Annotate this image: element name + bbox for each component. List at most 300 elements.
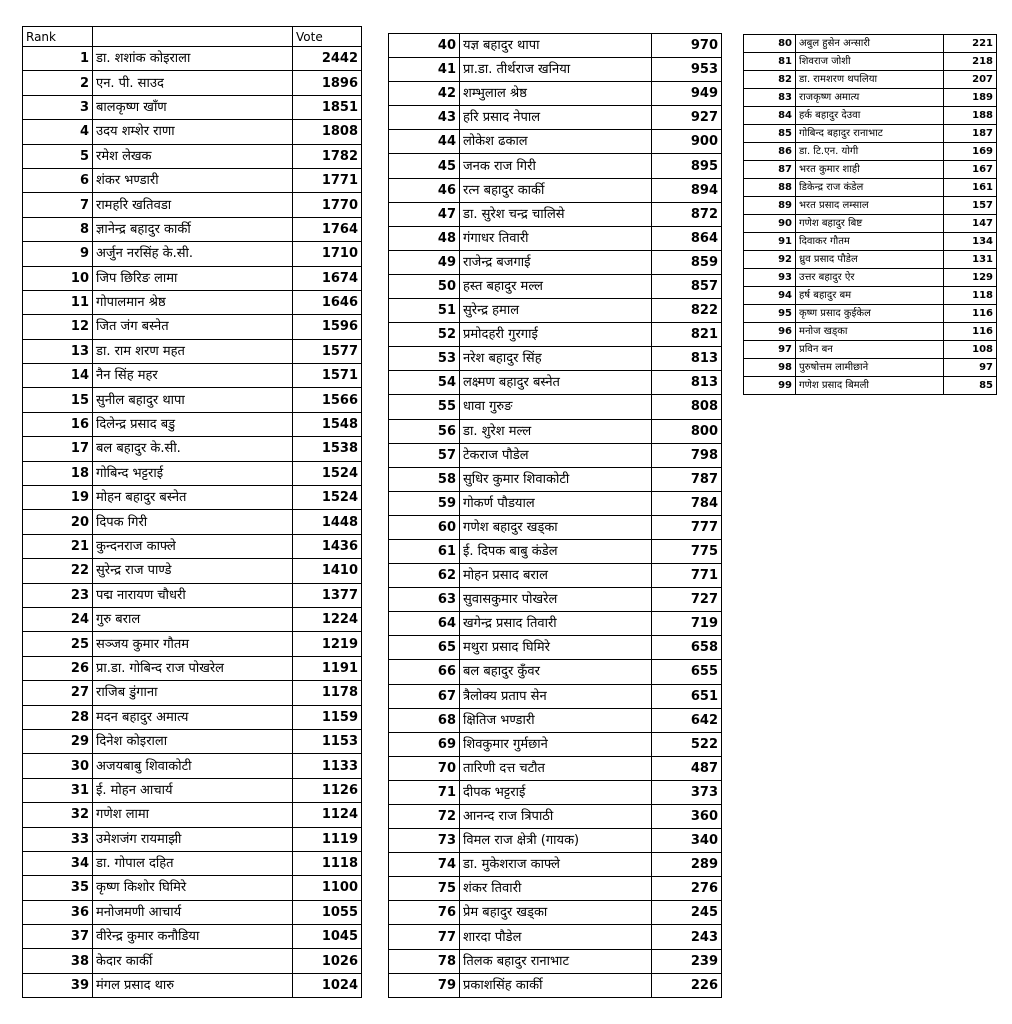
table-row (744, 377, 997, 395)
vote-count-cell: 2442 (293, 47, 362, 71)
table-row (744, 341, 997, 359)
candidate-name-cell: जित जंग बस्नेत (93, 315, 293, 339)
candidate-name-cell: शारदा पौडेल (460, 925, 652, 949)
candidate-name-cell: हरि प्रसाद नेपाल (460, 106, 652, 130)
table-row (389, 395, 722, 419)
rank-cell: 99 (744, 377, 796, 395)
vote-count-cell: 949 (652, 82, 722, 106)
candidate-name-cell: हस्त बहादुर मल्ल (460, 274, 652, 298)
vote-count-cell: 1448 (293, 510, 362, 534)
vote-count-cell: 1224 (293, 607, 362, 631)
table-row (389, 877, 722, 901)
table-row (23, 949, 362, 973)
table-row (389, 130, 722, 154)
vote-count-cell: 655 (652, 660, 722, 684)
candidate-name-cell: बल बहादुर कुँवर (460, 660, 652, 684)
rank-cell: 51 (389, 299, 460, 323)
vote-count-cell: 808 (652, 395, 722, 419)
table-row (389, 419, 722, 443)
vote-count-cell: 207 (944, 71, 997, 89)
vote-count-cell: 189 (944, 89, 997, 107)
rank-cell: 87 (744, 161, 796, 179)
candidate-name-cell: ई. मोहन आचार्य (93, 778, 293, 802)
vote-count-cell: 859 (652, 250, 722, 274)
rank-cell: 88 (744, 179, 796, 197)
candidate-name-cell: डा. मुकेशराज काफ्ले (460, 853, 652, 877)
vote-count-cell: 1851 (293, 95, 362, 119)
table-row (23, 925, 362, 949)
table-row (23, 729, 362, 753)
vote-count-cell: 221 (944, 35, 997, 53)
candidate-name-cell: केदार कार्की (93, 949, 293, 973)
rank-cell: 83 (744, 89, 796, 107)
rank-cell: 94 (744, 287, 796, 305)
table-row (389, 732, 722, 756)
vote-count-cell: 784 (652, 491, 722, 515)
table-row (23, 364, 362, 388)
rank-cell: 75 (389, 877, 460, 901)
candidate-name-cell: प्रमोदहरी गुरगाई (460, 323, 652, 347)
table-row (744, 53, 997, 71)
vote-count-cell: 775 (652, 539, 722, 563)
vote-count-cell: 340 (652, 829, 722, 853)
candidate-name-cell: मंगल प्रसाद थारु (93, 973, 293, 997)
candidate-name-cell: ई. दिपक बाबु कंडेल (460, 539, 652, 563)
table-row (744, 125, 997, 143)
candidate-name-cell: कृष्ण प्रसाद कुईकेल (796, 305, 944, 323)
vote-count-cell: 777 (652, 515, 722, 539)
candidate-name-cell: खगेन्द्र प्रसाद तिवारी (460, 612, 652, 636)
vote-count-cell: 245 (652, 901, 722, 925)
rank-cell: 29 (23, 729, 93, 753)
table-row (389, 467, 722, 491)
rank-cell: 26 (23, 656, 93, 680)
vote-count-cell: 360 (652, 805, 722, 829)
rank-cell: 67 (389, 684, 460, 708)
rank-cell: 3 (23, 95, 93, 119)
rank-cell: 17 (23, 437, 93, 461)
candidate-name-cell: भरत कुमार शाही (796, 161, 944, 179)
rank-cell: 47 (389, 202, 460, 226)
name-header (93, 27, 293, 47)
table-row (389, 949, 722, 973)
table-row (744, 215, 997, 233)
table-row (23, 559, 362, 583)
rank-cell: 63 (389, 588, 460, 612)
rank-cell: 86 (744, 143, 796, 161)
candidate-name-cell: उत्तर बहादुर ऐर (796, 269, 944, 287)
candidate-name-cell: गंगाधर तिवारी (460, 226, 652, 250)
table-row (389, 82, 722, 106)
candidate-name-cell: रमेश लेखक (93, 144, 293, 168)
vote-count-cell: 373 (652, 780, 722, 804)
candidate-name-cell: राजकृष्ण अमात्य (796, 89, 944, 107)
rank-cell: 27 (23, 681, 93, 705)
candidate-name-cell: अर्जुन नरसिंह के.सी. (93, 242, 293, 266)
vote-count-cell: 864 (652, 226, 722, 250)
table-row (23, 632, 362, 656)
candidate-name-cell: त्रैलोक्य प्रताप सेन (460, 684, 652, 708)
table-row (23, 900, 362, 924)
rank-cell: 36 (23, 900, 93, 924)
vote-count-cell: 970 (652, 34, 722, 58)
vote-count-cell: 857 (652, 274, 722, 298)
candidate-name-cell: गोबिन्द बहादुर रानाभाट (796, 125, 944, 143)
vote-count-cell: 727 (652, 588, 722, 612)
table-header-row (23, 27, 362, 47)
candidate-name-cell: डा. रामशरण थपलिया (796, 71, 944, 89)
vote-table-2 (388, 33, 722, 998)
vote-count-cell: 1524 (293, 461, 362, 485)
rank-cell: 13 (23, 339, 93, 363)
table-row (23, 242, 362, 266)
rank-cell: 33 (23, 827, 93, 851)
candidate-name-cell: मोहन बहादुर बस्नेत (93, 486, 293, 510)
table-row (23, 803, 362, 827)
vote-count-cell: 289 (652, 853, 722, 877)
candidate-name-cell: गोपालमान श्रेष्ठ (93, 290, 293, 314)
table-row (389, 299, 722, 323)
table-row (389, 973, 722, 997)
vote-count-cell: 813 (652, 347, 722, 371)
candidate-name-cell: शंकर तिवारी (460, 877, 652, 901)
vote-count-cell: 1191 (293, 656, 362, 680)
candidate-name-cell: डा. सुरेश चन्द्र चालिसे (460, 202, 652, 226)
candidate-name-cell: गणेश लामा (93, 803, 293, 827)
candidate-name-cell: बल बहादुर के.सी. (93, 437, 293, 461)
candidate-name-cell: उमेशजंग रायमाझी (93, 827, 293, 851)
candidate-name-cell: कृष्ण किशोर घिमिरे (93, 876, 293, 900)
vote-count-cell: 642 (652, 708, 722, 732)
candidate-name-cell: भरत प्रसाद लम्साल (796, 197, 944, 215)
rank-cell: 11 (23, 290, 93, 314)
rank-cell: 42 (389, 82, 460, 106)
table-row (389, 226, 722, 250)
rank-cell: 69 (389, 732, 460, 756)
rank-cell: 92 (744, 251, 796, 269)
rank-cell: 98 (744, 359, 796, 377)
candidate-name-cell: दिपक गिरी (93, 510, 293, 534)
candidate-name-cell: कुन्दनराज काफ्ले (93, 534, 293, 558)
candidate-name-cell: शिवराज जोशी (796, 53, 944, 71)
candidate-name-cell: बालकृष्ण खाँण (93, 95, 293, 119)
rank-cell: 97 (744, 341, 796, 359)
table-row (744, 269, 997, 287)
vote-count-cell: 161 (944, 179, 997, 197)
rank-cell: 65 (389, 636, 460, 660)
rank-cell: 39 (23, 973, 93, 997)
table-row (23, 534, 362, 558)
vote-count-cell: 1124 (293, 803, 362, 827)
vote-count-cell: 821 (652, 323, 722, 347)
vote-count-cell: 522 (652, 732, 722, 756)
table-row (23, 851, 362, 875)
rank-cell: 21 (23, 534, 93, 558)
candidate-name-cell: जनक राज गिरी (460, 154, 652, 178)
vote-table-3 (743, 34, 997, 395)
vote-count-cell: 1674 (293, 266, 362, 290)
table-row (23, 47, 362, 71)
rank-cell: 8 (23, 217, 93, 241)
rank-cell: 89 (744, 197, 796, 215)
vote-count-cell: 134 (944, 233, 997, 251)
candidate-name-cell: उदय शम्शेर राणा (93, 120, 293, 144)
table-row (23, 266, 362, 290)
rank-cell: 52 (389, 323, 460, 347)
table-row (23, 607, 362, 631)
vote-count-cell: 658 (652, 636, 722, 660)
rank-cell: 62 (389, 564, 460, 588)
table-row (389, 612, 722, 636)
candidate-name-cell: गोकर्ण पौडयाल (460, 491, 652, 515)
table-row (744, 287, 997, 305)
candidate-name-cell: प्रकाशसिंह कार्की (460, 973, 652, 997)
vote-count-cell: 900 (652, 130, 722, 154)
table-row (389, 274, 722, 298)
candidate-name-cell: प्रा.डा. गोबिन्द राज पोखरेल (93, 656, 293, 680)
candidate-name-cell: तिलक बहादुर रानाभाट (460, 949, 652, 973)
rank-cell: 80 (744, 35, 796, 53)
vote-count-cell: 1024 (293, 973, 362, 997)
rank-cell: 7 (23, 193, 93, 217)
table-row (23, 217, 362, 241)
rank-cell: 45 (389, 154, 460, 178)
candidate-name-cell: सुनील बहादुर थापा (93, 388, 293, 412)
rank-cell: 35 (23, 876, 93, 900)
table-row (23, 827, 362, 851)
table-row (23, 412, 362, 436)
table-row (389, 660, 722, 684)
table-row (744, 35, 997, 53)
rank-cell: 56 (389, 419, 460, 443)
table-row (744, 323, 997, 341)
table-row (23, 778, 362, 802)
vote-count-cell: 116 (944, 323, 997, 341)
vote-count-cell: 1153 (293, 729, 362, 753)
vote-count-cell: 1571 (293, 364, 362, 388)
rank-cell: 31 (23, 778, 93, 802)
vote-count-cell: 188 (944, 107, 997, 125)
rank-cell: 55 (389, 395, 460, 419)
candidate-name-cell: दीपक भट्टराई (460, 780, 652, 804)
vote-count-cell: 108 (944, 341, 997, 359)
vote-count-cell: 1710 (293, 242, 362, 266)
vote-count-cell: 1566 (293, 388, 362, 412)
rank-cell: 54 (389, 371, 460, 395)
vote-count-cell: 1596 (293, 315, 362, 339)
table-row (389, 925, 722, 949)
table-row (23, 144, 362, 168)
candidate-name-cell: राजिब डुंगाना (93, 681, 293, 705)
rank-cell: 60 (389, 515, 460, 539)
candidate-name-cell: क्षितिज भण्डारी (460, 708, 652, 732)
table-row (389, 154, 722, 178)
table-row (23, 876, 362, 900)
vote-count-cell: 1436 (293, 534, 362, 558)
candidate-name-cell: धावा गुरुङ (460, 395, 652, 419)
vote-count-cell: 1782 (293, 144, 362, 168)
vote-count-cell: 1770 (293, 193, 362, 217)
vote-count-cell: 129 (944, 269, 997, 287)
table-row (23, 510, 362, 534)
table-row (23, 388, 362, 412)
vote-count-cell: 800 (652, 419, 722, 443)
vote-count-cell: 1410 (293, 559, 362, 583)
table-row (23, 754, 362, 778)
vote-count-cell: 276 (652, 877, 722, 901)
vote-count-cell: 243 (652, 925, 722, 949)
rank-cell: 14 (23, 364, 93, 388)
rank-cell: 68 (389, 708, 460, 732)
rank-cell: 57 (389, 443, 460, 467)
vote-count-cell: 1055 (293, 900, 362, 924)
rank-cell: 30 (23, 754, 93, 778)
rank-cell: 40 (389, 34, 460, 58)
vote-count-cell: 1219 (293, 632, 362, 656)
table-row (23, 71, 362, 95)
table-row (389, 564, 722, 588)
candidate-name-cell: रामहरि खतिवडा (93, 193, 293, 217)
candidate-name-cell: टेकराज पौडेल (460, 443, 652, 467)
rank-cell: 66 (389, 660, 460, 684)
candidate-name-cell: वीरेन्द्र कुमार कनौडिया (93, 925, 293, 949)
candidate-name-cell: प्रेम बहादुर खड्का (460, 901, 652, 925)
rank-cell: 58 (389, 467, 460, 491)
candidate-name-cell: शिवकुमार गुर्मछाने (460, 732, 652, 756)
vote-count-cell: 1133 (293, 754, 362, 778)
rank-header: Rank (23, 27, 93, 47)
rank-cell: 16 (23, 412, 93, 436)
rank-cell: 82 (744, 71, 796, 89)
rank-cell: 49 (389, 250, 460, 274)
candidate-name-cell: मथुरा प्रसाद घिमिरे (460, 636, 652, 660)
vote-count-cell: 157 (944, 197, 997, 215)
candidate-name-cell: रत्न बहादुर कार्की (460, 178, 652, 202)
table-row (744, 359, 997, 377)
rank-cell: 78 (389, 949, 460, 973)
vote-count-cell: 218 (944, 53, 997, 71)
candidate-name-cell: लोकेश ढकाल (460, 130, 652, 154)
table-row (23, 486, 362, 510)
table-row (389, 636, 722, 660)
vote-count-cell: 131 (944, 251, 997, 269)
candidate-name-cell: मोहन प्रसाद बराल (460, 564, 652, 588)
rank-cell: 34 (23, 851, 93, 875)
candidate-name-cell: डा. गोपाल दहित (93, 851, 293, 875)
rank-cell: 20 (23, 510, 93, 534)
rank-cell: 76 (389, 901, 460, 925)
table-row (389, 708, 722, 732)
rank-cell: 84 (744, 107, 796, 125)
table-row (389, 829, 722, 853)
table-row (389, 250, 722, 274)
rank-cell: 50 (389, 274, 460, 298)
candidate-name-cell: तारिणी दत्त चटौत (460, 756, 652, 780)
vote-count-cell: 822 (652, 299, 722, 323)
table-row (23, 120, 362, 144)
rank-cell: 93 (744, 269, 796, 287)
vote-count-cell: 226 (652, 973, 722, 997)
rank-cell: 61 (389, 539, 460, 563)
candidate-name-cell: लक्ष्मण बहादुर बस्नेत (460, 371, 652, 395)
rank-cell: 90 (744, 215, 796, 233)
candidate-name-cell: डा. टि.एन. योगी (796, 143, 944, 161)
table-row (23, 193, 362, 217)
vote-count-cell: 239 (652, 949, 722, 973)
candidate-name-cell: पुरुषोत्तम लामीछाने (796, 359, 944, 377)
candidate-name-cell: विमल राज क्षेत्री (गायक) (460, 829, 652, 853)
rank-cell: 59 (389, 491, 460, 515)
vote-count-cell: 1577 (293, 339, 362, 363)
vote-count-cell: 894 (652, 178, 722, 202)
vote-count-cell: 651 (652, 684, 722, 708)
table-row (744, 107, 997, 125)
table-row (389, 684, 722, 708)
rank-cell: 1 (23, 47, 93, 71)
table-row (389, 443, 722, 467)
candidate-name-cell: शम्भुलाल श्रेष्ठ (460, 82, 652, 106)
candidate-name-cell: आनन्द राज त्रिपाठी (460, 805, 652, 829)
vote-count-cell: 1764 (293, 217, 362, 241)
candidate-name-cell: यज्ञ बहादुर थापा (460, 34, 652, 58)
rank-cell: 70 (389, 756, 460, 780)
table-row (389, 515, 722, 539)
candidate-name-cell: गुरु बराल (93, 607, 293, 631)
rank-cell: 2 (23, 71, 93, 95)
vote-count-cell: 813 (652, 371, 722, 395)
vote-count-cell: 1026 (293, 949, 362, 973)
rank-cell: 10 (23, 266, 93, 290)
candidate-name-cell: डिकेन्द्र राज कंडेल (796, 179, 944, 197)
vote-count-cell: 1538 (293, 437, 362, 461)
table-row (389, 491, 722, 515)
rank-cell: 6 (23, 168, 93, 192)
rank-cell: 15 (23, 388, 93, 412)
table-row (389, 323, 722, 347)
vote-count-cell: 1646 (293, 290, 362, 314)
rank-cell: 96 (744, 323, 796, 341)
rank-cell: 48 (389, 226, 460, 250)
rank-cell: 85 (744, 125, 796, 143)
candidate-name-cell: मनोज खड्का (796, 323, 944, 341)
rank-cell: 18 (23, 461, 93, 485)
vote-count-cell: 1100 (293, 876, 362, 900)
rank-cell: 4 (23, 120, 93, 144)
rank-cell: 73 (389, 829, 460, 853)
table-row (389, 347, 722, 371)
vote-count-cell: 85 (944, 377, 997, 395)
rank-cell: 25 (23, 632, 93, 656)
vote-count-cell: 927 (652, 106, 722, 130)
vote-count-cell: 1771 (293, 168, 362, 192)
candidate-name-cell: सुधिर कुमार शिवाकोटी (460, 467, 652, 491)
vote-count-cell: 719 (652, 612, 722, 636)
table-row (389, 756, 722, 780)
rank-cell: 53 (389, 347, 460, 371)
vote-count-cell: 895 (652, 154, 722, 178)
table-row (744, 71, 997, 89)
rank-cell: 38 (23, 949, 93, 973)
candidate-name-cell: मदन बहादुर अमात्य (93, 705, 293, 729)
vote-count-cell: 116 (944, 305, 997, 323)
rank-cell: 91 (744, 233, 796, 251)
vote-count-cell: 169 (944, 143, 997, 161)
candidate-name-cell: नैन सिंह महर (93, 364, 293, 388)
rank-cell: 74 (389, 853, 460, 877)
candidate-name-cell: डा. शुरेश मल्ल (460, 419, 652, 443)
candidate-name-cell: एन. पी. साउद (93, 71, 293, 95)
vote-count-cell: 798 (652, 443, 722, 467)
